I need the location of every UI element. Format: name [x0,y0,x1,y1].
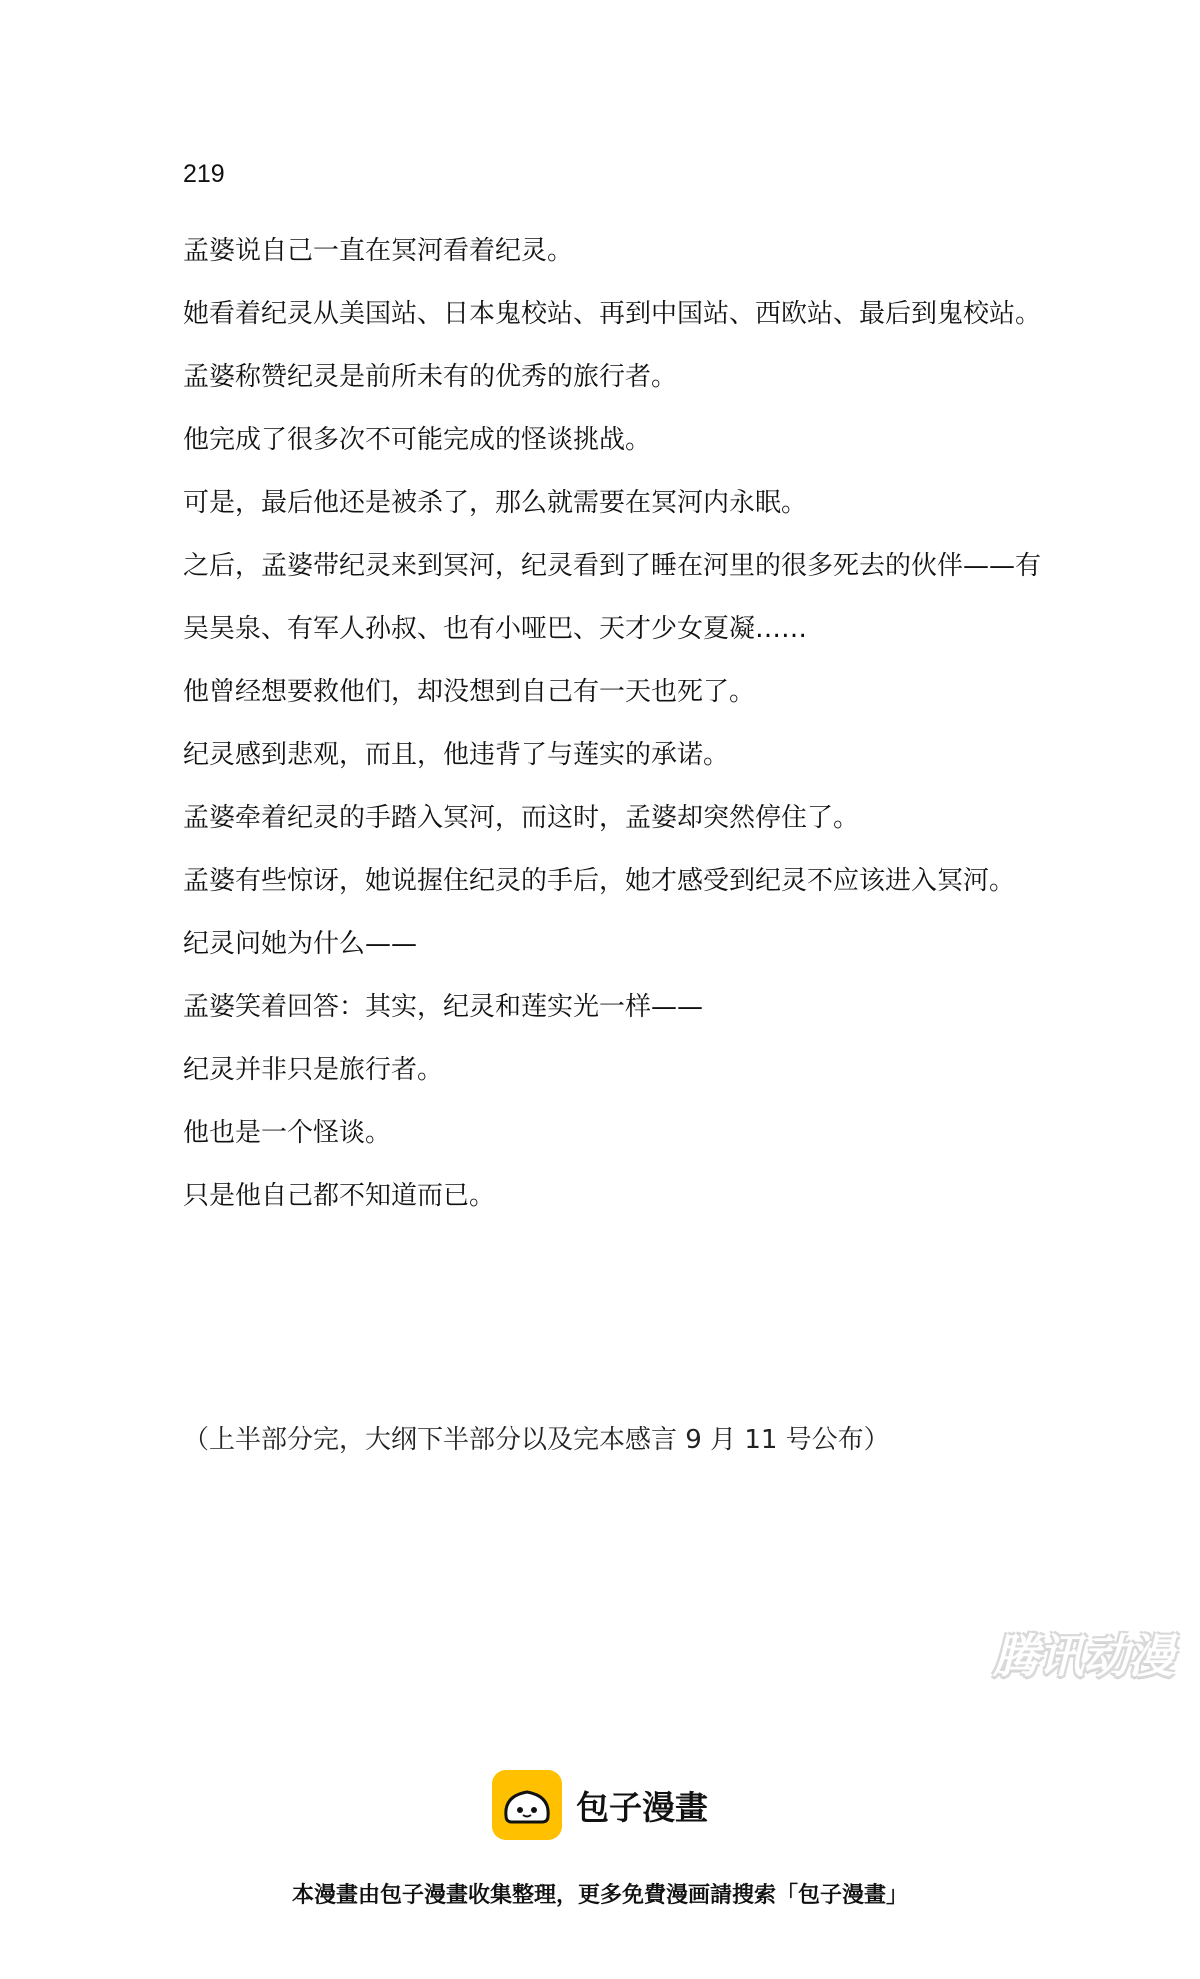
paragraph: 他曾经想要救他们，却没想到自己有一天也死了。 [183,677,756,707]
bun-face-icon [492,1770,562,1840]
paragraph: 孟婆牵着纪灵的手踏入冥河，而这时，孟婆却突然停住了。 [183,803,860,833]
paragraph: 孟婆说自己一直在冥河看着纪灵。 [183,236,574,266]
author-note: （上半部分完，大纲下半部分以及完本感言 9 月 11 号公布） [183,1425,890,1455]
paragraph: 纪灵感到悲观，而且，他违背了与莲实的承诺。 [183,740,730,770]
paragraph: 纪灵并非只是旅行者。 [183,1055,444,1085]
paragraph: 孟婆有些惊讶，她说握住纪灵的手后，她才感受到纪灵不应该进入冥河。 [183,866,1016,896]
paragraph: 他完成了很多次不可能完成的怪谈挑战。 [183,425,652,455]
paragraph: 孟婆称赞纪灵是前所未有的优秀的旅行者。 [183,362,678,392]
paragraph: 纪灵问她为什么—— [183,929,418,959]
paragraph: 她看着纪灵从美国站、日本鬼校站、再到中国站、西欧站、最后到鬼校站。 [183,299,1042,329]
brand-name: 包子漫畫 [576,1787,708,1827]
chapter-number: 219 [183,160,225,188]
paragraph: 可是，最后他还是被杀了，那么就需要在冥河内永眠。 [183,488,808,518]
footer-notice: 本漫畫由包子漫畫收集整理，更多免費漫画請搜索「包子漫畫」 [291,1883,908,1908]
paragraph: 他也是一个怪谈。 [183,1118,392,1148]
paragraph: 只是他自己都不知道而已。 [183,1181,496,1211]
brand-block [492,1770,708,1840]
chapter-body [183,220,1043,1228]
paragraph: 孟婆笑着回答：其实，纪灵和莲实光一样—— [183,992,704,1022]
tencent-comic-watermark: 腾讯动漫 [993,1629,1173,1683]
paragraph: 之后，孟婆带纪灵来到冥河，纪灵看到了睡在河里的很多死去的伙伴——有吴昊泉、有军人孙叔、也有小哑巴、天才少女夏凝…… [183,551,1042,644]
